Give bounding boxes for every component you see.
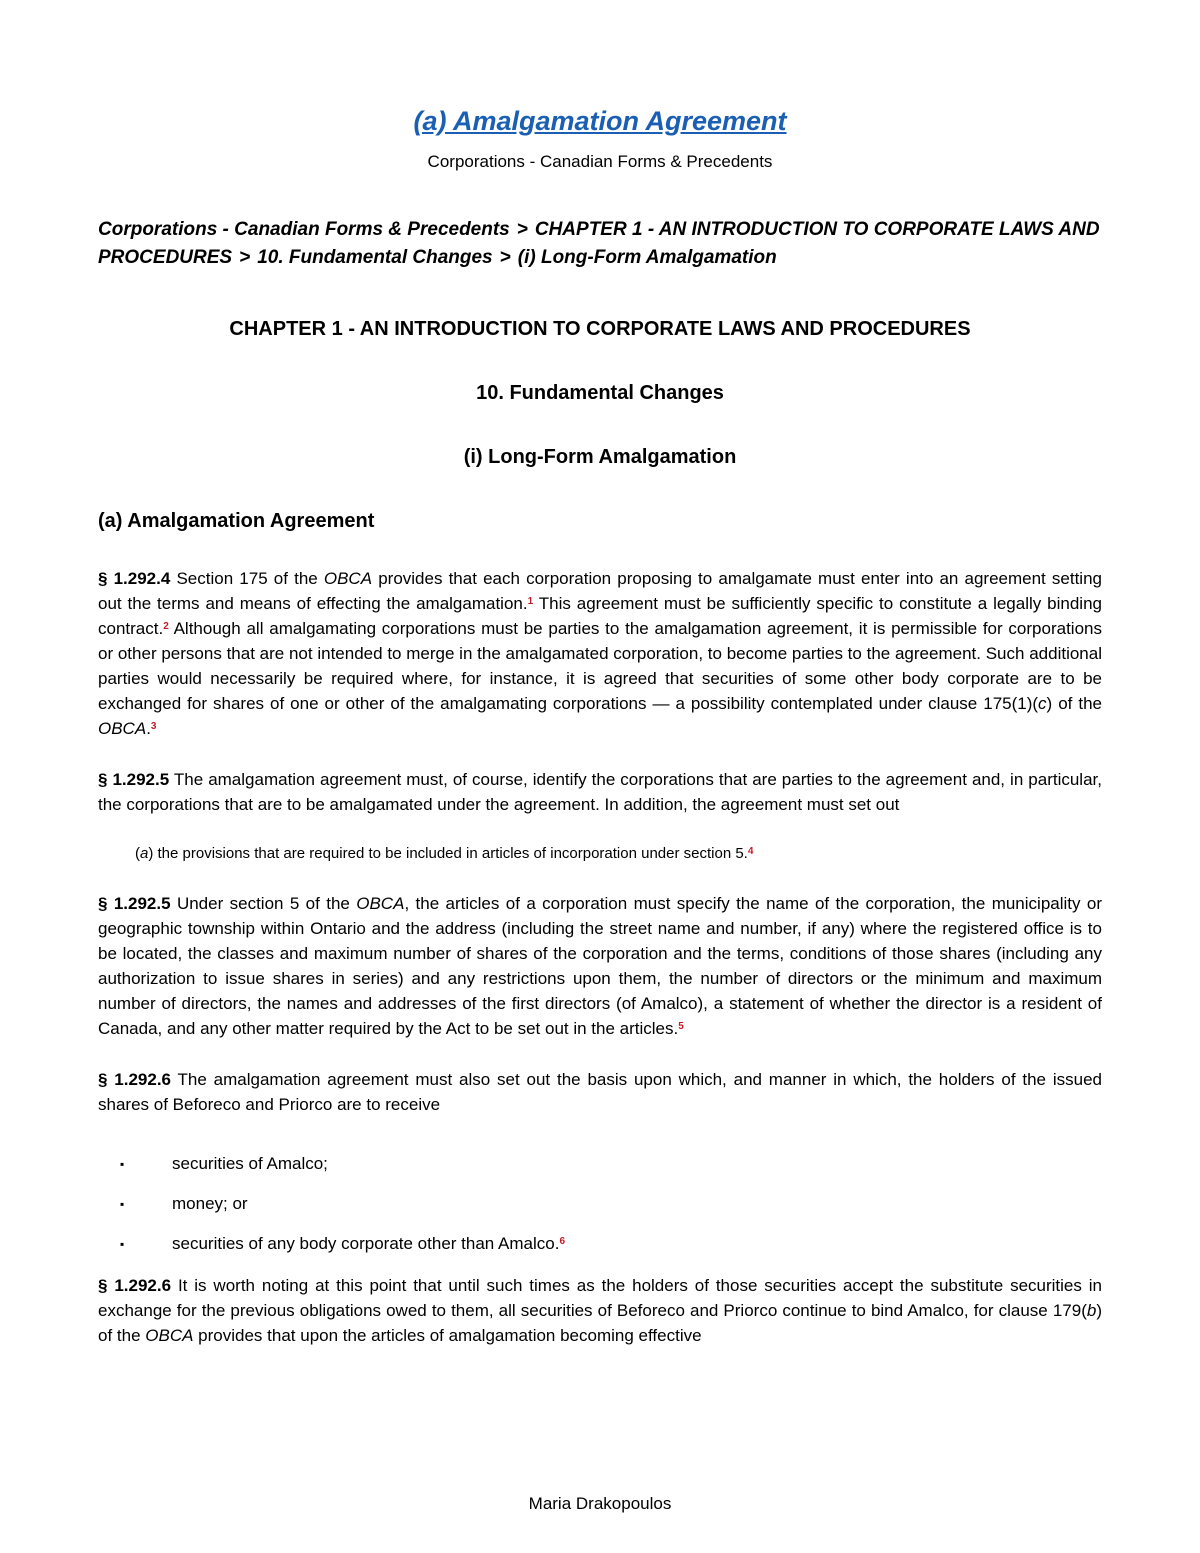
- list-item-text: securities of Amalco;: [172, 1154, 328, 1173]
- list-item-text: money; or: [172, 1194, 248, 1213]
- section-heading-text: 10. Fundamental Changes: [476, 382, 724, 404]
- paragraph-text: Under section 5 of the: [170, 894, 357, 913]
- paragraph-text: The amalgamation agreement must also set out the basis upon which, and manner in which, the holders of the issued shares of Beforeco and Priorco are to receive: [98, 1070, 1102, 1114]
- paragraph-text: This agreement must be sufficiently specific to constitute a legally binding contract.: [98, 594, 1102, 638]
- clause-letter: b: [1086, 1301, 1097, 1320]
- list-item: [98, 1233, 1102, 1255]
- item-letter: a: [140, 845, 149, 862]
- bullet-list: [98, 1153, 1102, 1255]
- subsubsection-heading: (a) Amalgamation Agreement: [98, 510, 375, 532]
- list-item-text: securities of any body corporate other than Amalco.: [172, 1234, 560, 1253]
- breadcrumb-item-fundamental-changes[interactable]: 10. Fundamental Changes: [257, 247, 493, 268]
- footnote-link-4[interactable]: 4: [747, 846, 754, 857]
- paragraph-text: Section 175 of the: [170, 569, 324, 588]
- section-number: § 1.292.5: [98, 894, 171, 913]
- paragraph-1-292-5-a: [98, 767, 1102, 817]
- section-number: § 1.292.4: [98, 569, 171, 588]
- paragraph-text: provides that each corporation proposing to amalgamate must enter into an agreement setting out the terms and means of effecting the amalgamation.: [98, 569, 1102, 613]
- section-heading: [98, 380, 1102, 406]
- document-content: [98, 104, 1102, 1348]
- clause-letter: c: [1038, 694, 1047, 713]
- document-subtitle: Corporations - Canadian Forms & Precedents: [427, 152, 773, 171]
- item-text: ) the provisions that are required to be included in articles of incorporation under section 5.: [148, 845, 748, 862]
- paragraph-text: provides that upon the articles of amalgamation becoming effective: [193, 1326, 702, 1345]
- document-title[interactable]: (a) Amalgamation Agreement: [413, 106, 787, 136]
- page-footer-author: Maria Drakopoulos: [528, 1494, 672, 1513]
- paragraph-text: ) of the: [1046, 694, 1102, 713]
- footnote-link-6[interactable]: 6: [559, 1236, 566, 1247]
- list-item: [98, 1153, 1102, 1175]
- bullet-icon: ▪: [120, 1237, 125, 1251]
- breadcrumb-item-chapter-1[interactable]: CHAPTER 1 - AN INTRODUCTION TO CORPORATE LAWS AND PROCEDURES: [98, 219, 1100, 268]
- paragraph-text: , the articles of a corporation must specify the name of the corporation, the municipality or geographic township within Ontario and the address (including the street name and number, if any) where the registered office is to be located, the classes and maximum number of shares of the corporation and the terms, conditions of those shares (including any authorization to issue shares in series) and any restrictions upon them, the number of directors or the minimum and maximum number of directors, the names and addresses of the first directors (of Amalco), a statement of whether the director is a resident of Canada, and any other matter required by the Act to be set out in the articles.: [98, 894, 1102, 1038]
- paragraph-1-292-4: [98, 566, 1102, 741]
- breadcrumb-item-corporations[interactable]: Corporations - Canadian Forms & Precedents: [98, 219, 510, 240]
- chapter-heading: CHAPTER 1 - AN INTRODUCTION TO CORPORATE LAWS AND PROCEDURES: [229, 318, 971, 340]
- breadcrumb-separator: >: [499, 247, 511, 268]
- section-number: § 1.292.6: [98, 1070, 171, 1089]
- paragraph-1-292-6-b: [98, 1273, 1102, 1348]
- paragraph-text: The amalgamation agreement must, of course, identify the corporations that are parties to the agreement and, in particular, the corporations that are to be amalgamated under the agreement. In addition, the agreement must set out: [98, 770, 1102, 814]
- paragraph-1-292-5-b: [98, 891, 1102, 1041]
- paragraph-text: .: [146, 719, 151, 738]
- list-item: [98, 1193, 1102, 1215]
- bullet-icon: ▪: [120, 1157, 125, 1171]
- paragraph-text: Although all amalgamating corporations must be parties to the amalgamation agreement, it is permissible for corporations or other persons that are not intended to merge in the amalgamated corporation, to become parties to the agreement. Such additional parties would necessarily be required where, for instance, it is agreed that securities of some other body corporate are to be exchanged for shares of one or other of the amalgamating corporations — a possibility contemplated under clause 175(1)(: [98, 619, 1102, 713]
- footnote-link-2[interactable]: 2: [163, 621, 169, 632]
- list-item-a: [135, 843, 1102, 865]
- statute-name: OBCA: [356, 894, 405, 913]
- bullet-icon: ▪: [120, 1197, 125, 1211]
- breadcrumb-separator: >: [239, 247, 251, 268]
- breadcrumb-item-long-form-amalgamation[interactable]: (i) Long-Form Amalgamation: [517, 247, 777, 268]
- footnote-link-1[interactable]: 1: [527, 596, 534, 607]
- paragraph-text: ) of the: [98, 1301, 1102, 1345]
- statute-name: OBCA: [145, 1326, 194, 1345]
- statute-name: OBCA: [98, 719, 147, 738]
- section-number: § 1.292.6: [98, 1276, 172, 1295]
- paragraph-1-292-6-a: [98, 1067, 1102, 1117]
- footnote-link-5[interactable]: 5: [678, 1021, 684, 1032]
- item-text: (: [135, 845, 140, 862]
- statute-name: OBCA: [323, 569, 373, 588]
- footnote-link-3[interactable]: 3: [150, 721, 157, 732]
- breadcrumb: [98, 216, 1102, 272]
- breadcrumb-separator: >: [516, 219, 528, 240]
- subsection-heading: (i) Long-Form Amalgamation: [463, 446, 737, 468]
- paragraph-text: It is worth noting at this point that until such times as the holders of those securities accept the substitute securities in exchange for the previous obligations owed to them, all securities of Beforeco and Priorco continue to bind Amalco, for clause 179(: [98, 1276, 1102, 1320]
- section-number: § 1.292.5: [98, 770, 170, 789]
